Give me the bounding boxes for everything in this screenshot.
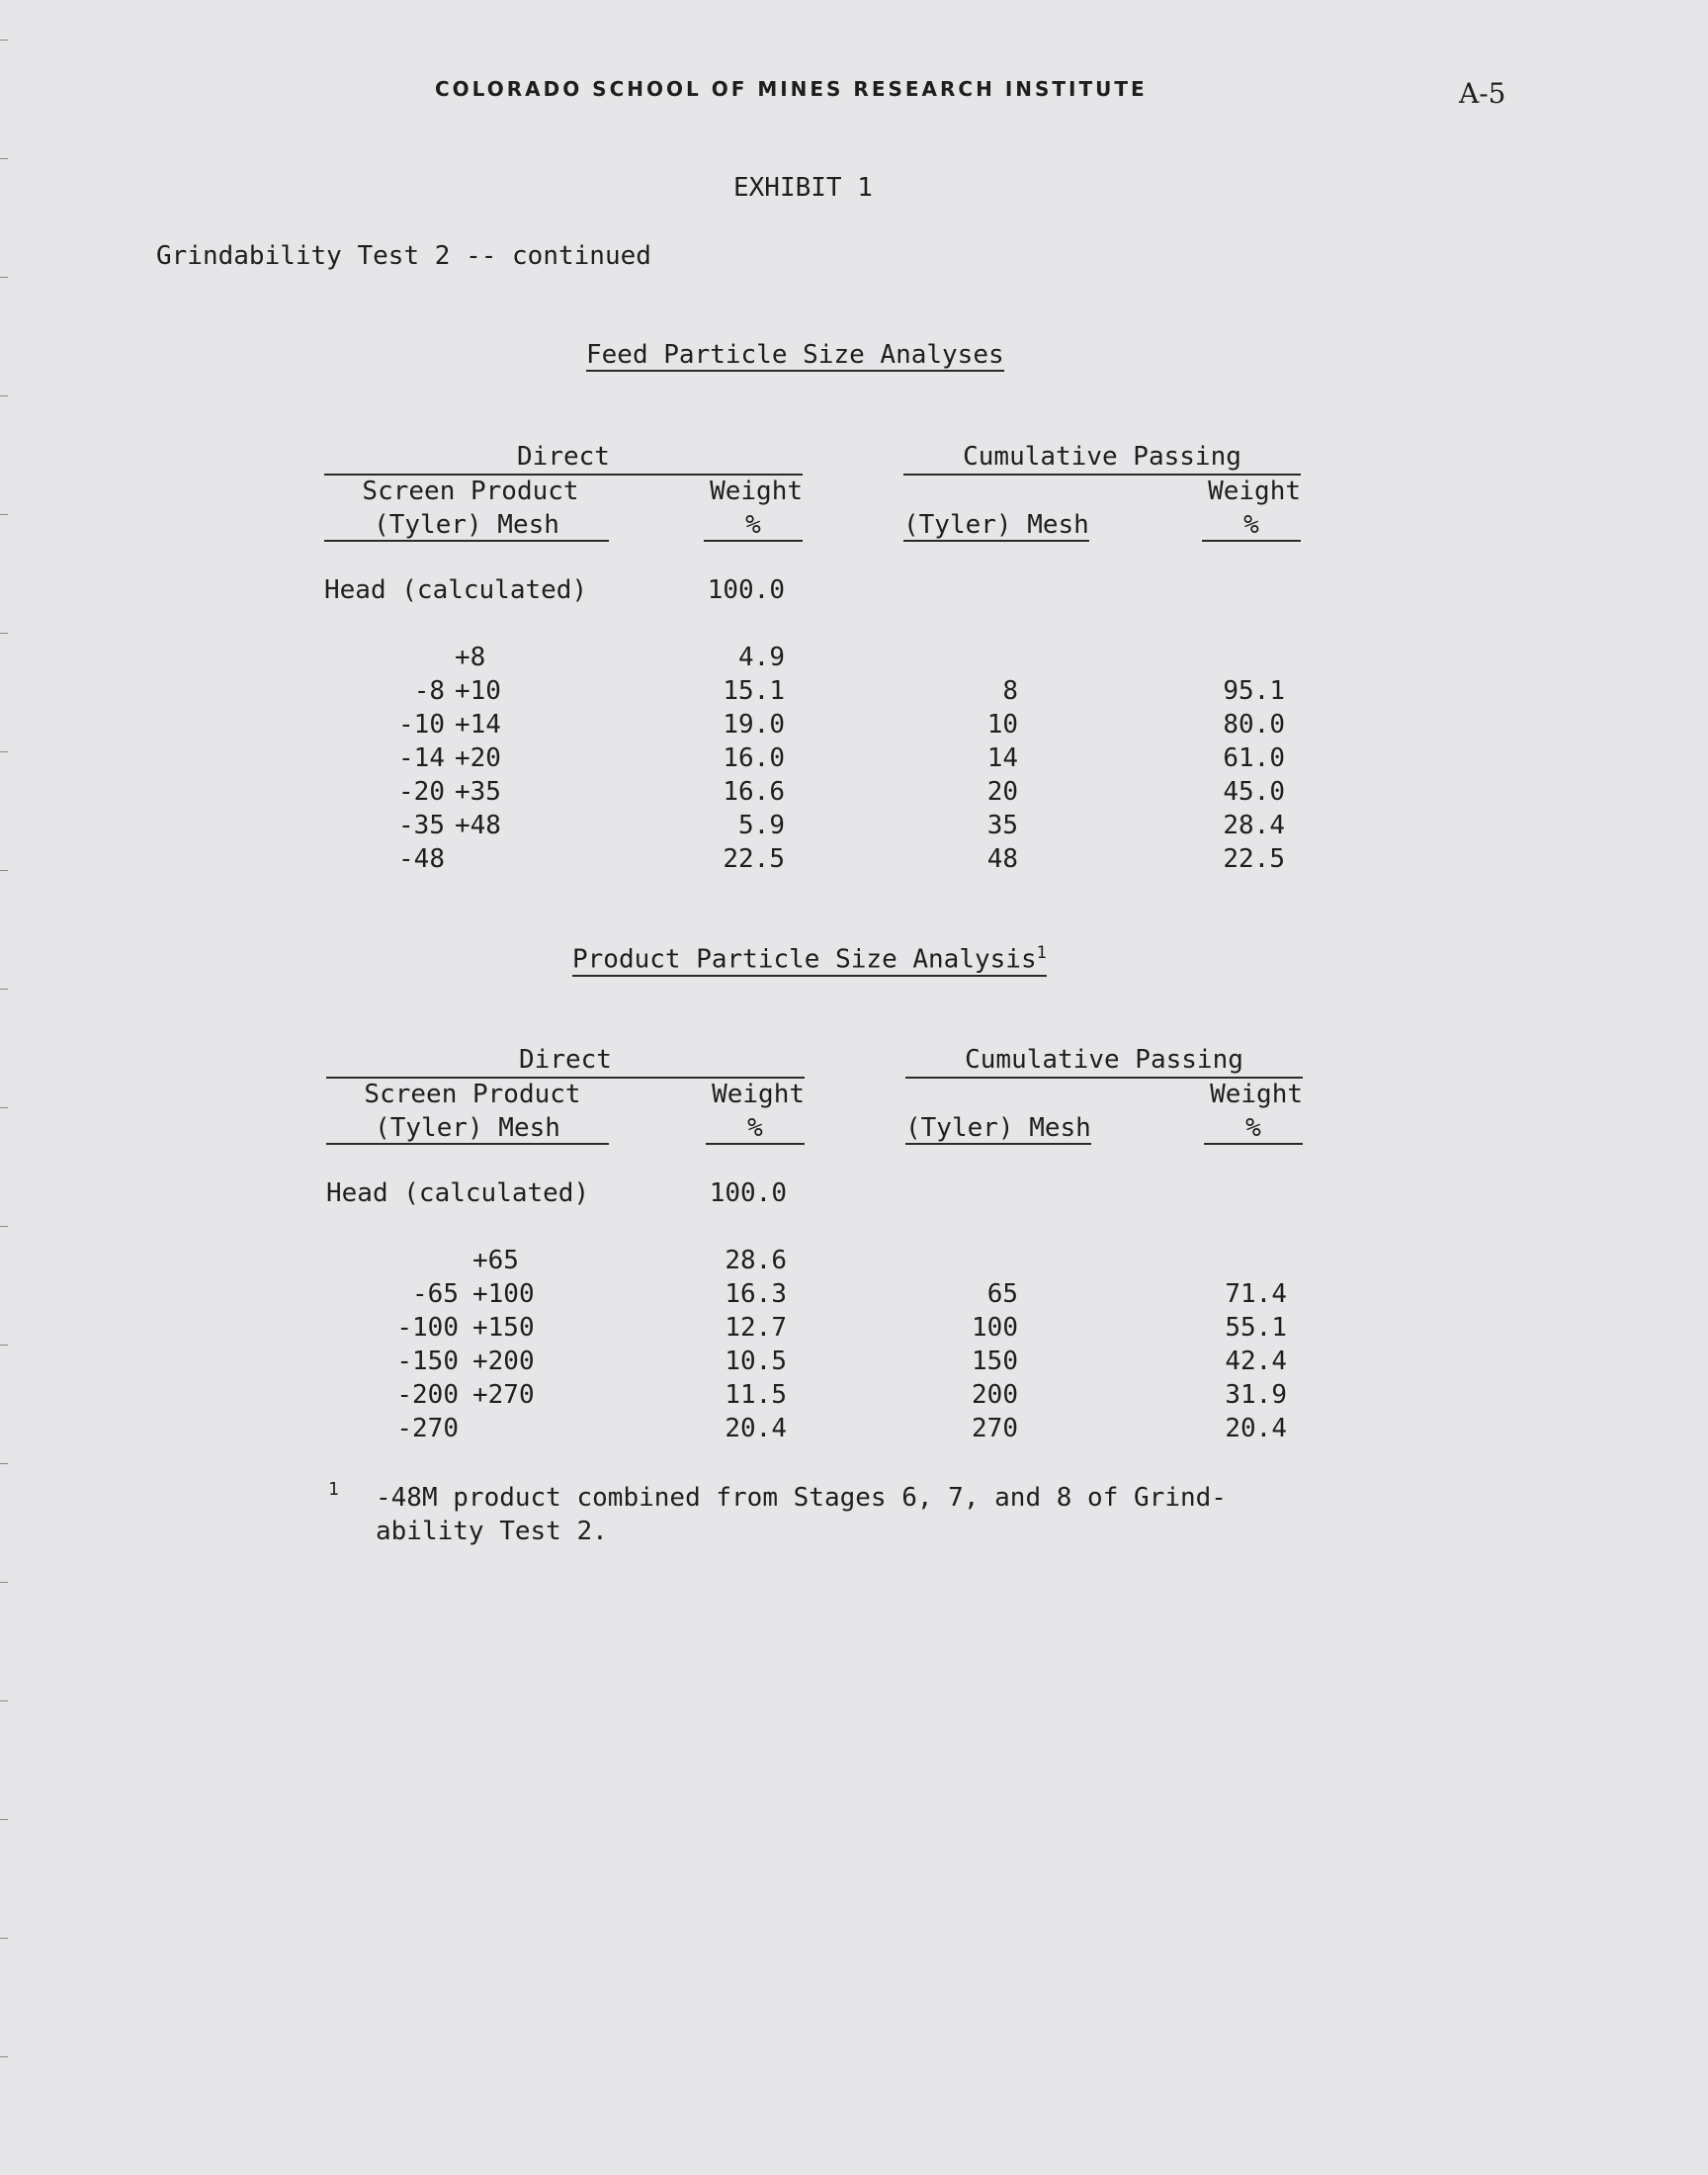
- product-title: [572, 943, 1047, 977]
- product-row-cum-weight: 71.4: [1225, 1279, 1287, 1309]
- product-row-plus: +200: [472, 1347, 535, 1376]
- feed-row-weight: 16.6: [723, 777, 785, 807]
- feed-row-minus: -48: [398, 844, 445, 874]
- feed-row-minus: -14: [398, 743, 445, 773]
- feed-row-cum-weight: 28.4: [1223, 811, 1285, 840]
- product-title-footnote-mark: 1: [1036, 943, 1047, 963]
- margin-tick: [0, 1107, 8, 1108]
- subtitle: Grindability Test 2 -- continued: [156, 241, 651, 271]
- feed-cumulative-label: Cumulative Passing: [963, 442, 1241, 472]
- feed-row-cum-mesh: 10: [986, 710, 1018, 740]
- product-row-plus: +150: [472, 1313, 535, 1343]
- product-title-text: Product Particle Size Analysis: [572, 944, 1037, 975]
- product-row-cum-weight: 20.4: [1225, 1414, 1287, 1443]
- margin-tick: [0, 1582, 8, 1583]
- product-row-minus: -100: [396, 1313, 459, 1343]
- product-head-label: Head (calculated): [326, 1178, 590, 1208]
- feed-row-minus: -8: [413, 676, 445, 706]
- product-col-cum-weight-2: %: [1204, 1113, 1303, 1145]
- product-cumulative-label: Cumulative Passing: [965, 1045, 1243, 1075]
- feed-col-cum-weight-2: %: [1202, 510, 1301, 542]
- margin-tick: [0, 395, 8, 396]
- product-row-weight: 16.3: [725, 1279, 787, 1309]
- feed-row-cum-weight: 95.1: [1223, 676, 1285, 706]
- margin-tick: [0, 277, 8, 278]
- footnote-line-1: -48M product combined from Stages 6, 7, and 8 of Grind-: [376, 1483, 1227, 1513]
- feed-row-cum-mesh: 14: [986, 743, 1018, 773]
- feed-row-cum-mesh: 8: [1002, 676, 1018, 706]
- feed-row-plus: +14: [455, 710, 501, 740]
- margin-tick: [0, 40, 8, 41]
- feed-direct-rule: [324, 474, 803, 476]
- margin-tick: [0, 989, 8, 990]
- product-row-cum-mesh: 270: [972, 1414, 1018, 1443]
- feed-col-weight-1: Weight: [710, 477, 803, 506]
- feed-row-cum-weight: 22.5: [1223, 844, 1285, 874]
- feed-head-label: Head (calculated): [324, 575, 588, 605]
- feed-head-value: 100.0: [707, 575, 785, 605]
- feed-col-cum-weight-1: Weight: [1208, 477, 1301, 506]
- feed-row-plus: +20: [455, 743, 501, 773]
- feed-row-plus: +48: [455, 811, 501, 840]
- margin-tick: [0, 1463, 8, 1464]
- feed-row-cum-weight: 45.0: [1223, 777, 1285, 807]
- margin-tick: [0, 1938, 8, 1939]
- product-col-weight-2: %: [706, 1113, 805, 1145]
- margin-tick: [0, 514, 8, 515]
- feed-row-weight: 4.9: [738, 643, 785, 672]
- feed-row-plus: +8: [455, 643, 486, 672]
- feed-row-cum-mesh: 35: [986, 811, 1018, 840]
- product-col-screen-1: Screen Product: [364, 1080, 581, 1109]
- product-row-minus: -150: [396, 1347, 459, 1376]
- product-row-cum-weight: 55.1: [1225, 1313, 1287, 1343]
- feed-row-cum-mesh: 20: [986, 777, 1018, 807]
- feed-row-minus: -35: [398, 811, 445, 840]
- page-number: A-5: [1459, 77, 1506, 110]
- product-row-weight: 28.6: [725, 1246, 787, 1275]
- product-row-plus: +100: [472, 1279, 535, 1309]
- feed-row-weight: 5.9: [738, 811, 785, 840]
- product-row-weight: 10.5: [725, 1347, 787, 1376]
- feed-row-weight: 16.0: [723, 743, 785, 773]
- feed-row-weight: 15.1: [723, 676, 785, 706]
- footnote-mark: 1: [328, 1479, 339, 1500]
- margin-tick: [0, 751, 8, 752]
- product-row-cum-weight: 42.4: [1225, 1347, 1287, 1376]
- product-row-cum-mesh: 200: [972, 1380, 1018, 1410]
- feed-col-weight-2: %: [704, 510, 803, 542]
- product-row-cum-mesh: 65: [986, 1279, 1018, 1309]
- product-row-minus: -65: [412, 1279, 459, 1309]
- margin-tick: [0, 1226, 8, 1227]
- margin-tick: [0, 633, 8, 634]
- feed-row-minus: -20: [398, 777, 445, 807]
- feed-row-plus: +35: [455, 777, 501, 807]
- product-row-cum-mesh: 100: [972, 1313, 1018, 1343]
- feed-direct-label: Direct: [517, 442, 610, 472]
- exhibit-title: EXHIBIT 1: [733, 173, 873, 203]
- product-row-cum-mesh: 150: [972, 1347, 1018, 1376]
- product-col-cum-mesh: (Tyler) Mesh: [905, 1113, 1091, 1143]
- margin-tick: [0, 2056, 8, 2057]
- feed-row-cum-weight: 61.0: [1223, 743, 1285, 773]
- product-col-weight-1: Weight: [712, 1080, 805, 1109]
- product-row-minus: -200: [396, 1380, 459, 1410]
- feed-row-minus: -10: [398, 710, 445, 740]
- feed-row-weight: 22.5: [723, 844, 785, 874]
- product-row-plus: +270: [472, 1380, 535, 1410]
- feed-cumulative-rule: [903, 474, 1301, 476]
- feed-row-cum-mesh: 48: [986, 844, 1018, 874]
- margin-tick: [0, 1345, 8, 1346]
- feed-title: Feed Particle Size Analyses: [586, 340, 1004, 370]
- feed-row-plus: +10: [455, 676, 501, 706]
- margin-tick: [0, 870, 8, 871]
- feed-col-screen-1: Screen Product: [362, 477, 579, 506]
- product-row-cum-weight: 31.9: [1225, 1380, 1287, 1410]
- product-row-minus: -270: [396, 1414, 459, 1443]
- margin-tick: [0, 1819, 8, 1820]
- product-cumulative-rule: [905, 1077, 1303, 1079]
- product-direct-rule: [326, 1077, 805, 1079]
- product-row-weight: 11.5: [725, 1380, 787, 1410]
- product-row-plus: +65: [472, 1246, 519, 1275]
- product-row-weight: 20.4: [725, 1414, 787, 1443]
- footnote-line-2: ability Test 2.: [376, 1517, 608, 1546]
- institute-header: COLORADO SCHOOL OF MINES RESEARCH INSTITUTE: [435, 77, 1148, 101]
- feed-col-screen-2: (Tyler) Mesh: [324, 510, 609, 542]
- margin-tick: [0, 158, 8, 159]
- feed-row-weight: 19.0: [723, 710, 785, 740]
- product-direct-label: Direct: [519, 1045, 612, 1075]
- margin-tick: [0, 1700, 8, 1701]
- product-col-screen-2: (Tyler) Mesh: [326, 1113, 609, 1145]
- product-col-cum-weight-1: Weight: [1210, 1080, 1303, 1109]
- feed-col-cum-mesh: (Tyler) Mesh: [903, 510, 1089, 540]
- product-row-weight: 12.7: [725, 1313, 787, 1343]
- feed-row-cum-weight: 80.0: [1223, 710, 1285, 740]
- product-head-value: 100.0: [709, 1178, 787, 1208]
